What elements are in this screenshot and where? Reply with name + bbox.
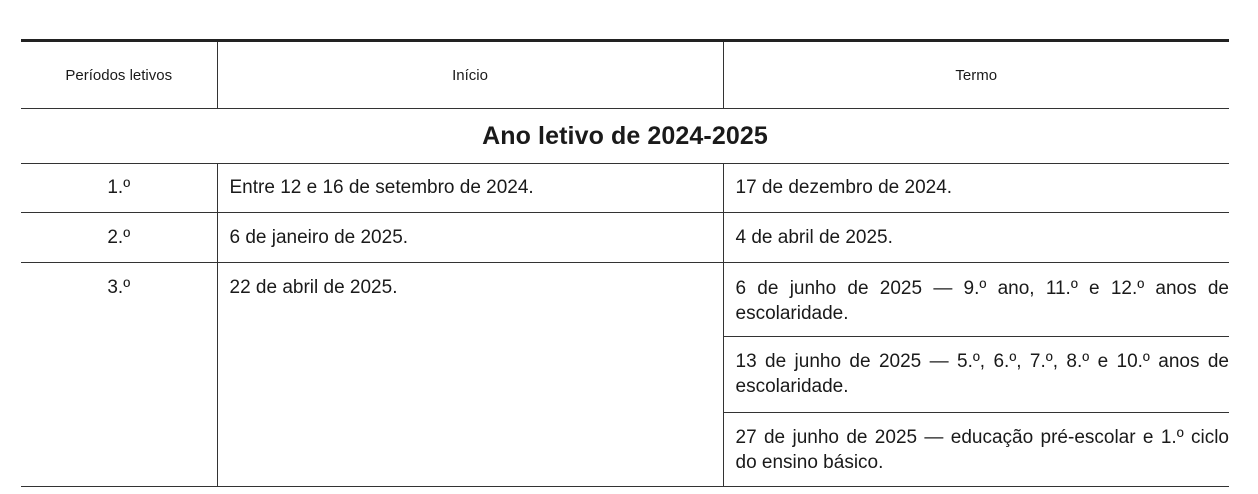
period-number: 3.º [21, 263, 217, 487]
period-end-item: 27 de junho de 2025 — educação pré-escolar e 1.º ciclo do ensino básico. [735, 427, 1229, 473]
header-end: Termo [723, 41, 1229, 109]
table-row [21, 213, 1229, 263]
table-header-row [21, 41, 1229, 109]
year-caption-row [21, 109, 1229, 164]
period-start: Entre 12 e 16 de setembro de 2024. [217, 164, 723, 213]
period-end-item: 6 de junho de 2025 — 9.º ano, 11.º e 12.º anos de escolaridade. [724, 263, 1230, 337]
header-periods: Períodos letivos [21, 41, 217, 109]
period-start: 6 de janeiro de 2025. [217, 213, 723, 263]
table-row [21, 263, 1229, 487]
school-calendar-table [21, 39, 1229, 487]
period-end-item: 13 de junho de 2025 — 5.º, 6.º, 7.º, 8.º e 10.º anos de escolaridade. [724, 337, 1230, 413]
year-caption: Ano letivo de 2024-2025 [21, 109, 1229, 164]
period-start: 22 de abril de 2025. [217, 263, 723, 487]
header-start: Início [217, 41, 723, 109]
period-number: 2.º [21, 213, 217, 263]
period-end-list [723, 263, 1229, 487]
table-row [21, 164, 1229, 213]
period-number: 1.º [21, 164, 217, 213]
period-end: 4 de abril de 2025. [723, 213, 1229, 263]
period-end: 17 de dezembro de 2024. [723, 164, 1229, 213]
